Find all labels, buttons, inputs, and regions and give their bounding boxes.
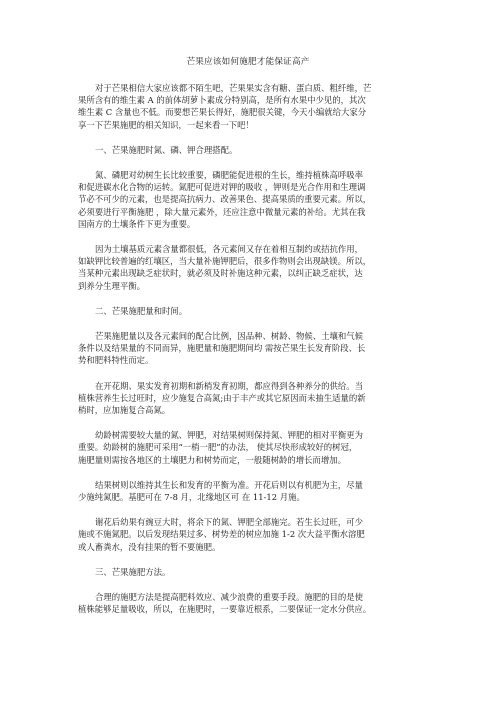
document-body: [78, 82, 428, 616]
paragraph-line: 施或不施氮肥。以后发现结果过多、树势差的树应加施 1-2 次大益平衡水溶肥: [78, 529, 365, 540]
section-heading: 三、芒果施肥方法。: [95, 566, 171, 577]
paragraph-line: 因为土壤基质元素含量都很低，各元素间又存在着相互制约或拮抗作用，: [95, 244, 363, 255]
paragraph-line: 芒果施肥量以及各元素间的配合比例，因品种、树龄、物候、土壤和气候: [95, 331, 363, 342]
paragraph-line: 和促进碳水化合物的运转。氮肥可促进对钾的吸收 ，钾则是光合作用和生理调: [78, 182, 366, 193]
paragraph-line: 维生素 C 含量也不低。而要想芒果长得好，施肥很关键，今天小编就给大家分: [78, 107, 367, 118]
paragraph: [78, 479, 428, 503]
paragraph-line: 或人畜粪水，没有挂果的暂不要施肥。: [78, 541, 221, 552]
section-heading: 一、芒果施肥时氮、磷、钾合理搭配。: [95, 144, 238, 155]
paragraph: [78, 169, 428, 230]
section-heading: 二、芒果施肥量和时间。: [95, 305, 188, 316]
paragraph: [78, 380, 428, 417]
paragraph-line: 结果树则以维持其生长和发育的平衡为准。开花后则以有机肥为主，尽量: [95, 479, 363, 490]
paragraph-line: 重要。幼龄树的施肥可采用“一梢一肥”的办法， 使其尽快形成较好的树冠，: [78, 442, 358, 453]
document-title: 芒果应该如何施肥才能保证高产: [186, 57, 310, 67]
paragraph-line: 国南方的土壤条件下更为重要。: [78, 218, 196, 229]
paragraph-line: 如缺钾比较普遍的红壤区，当大量补施钾肥后，很多作物则会出现缺镁。所以，: [78, 256, 372, 267]
paragraph-line: 在开花期、果实发育初期和新梢发育初期，都应得到各种养分的供给。当: [95, 380, 363, 391]
paragraph-line: 幼龄树需要较大量的氮、钾肥，对结果树则保持氮、钾肥的相对平衡更为: [95, 430, 363, 441]
paragraph: [78, 516, 428, 553]
paragraph-line: 享一下芒果施肥的相关知识，一起来看一下吧！: [78, 119, 254, 130]
paragraph-line: 条件以及结果量的不同而异，施肥量和施肥期间均 需按芒果生长发育阶段、长: [78, 343, 366, 354]
paragraph-line: 谢花后幼果有豌豆大时，将余下的氮、钾肥全部施完。若生长过旺，可少: [95, 517, 363, 528]
paragraph-line: 植株营养生长过旺时，应少施复合高氮;由于丰产或其它原因而未抽生适量的新: [78, 392, 366, 403]
paragraph-line: 氮、磷肥对幼树生长比较重要，磷肥能促进根的生长，维持植株高呼吸率: [95, 170, 363, 181]
paragraph-line: 施肥量则需按各地区的土壤肥力和树势而定，一般随树龄的增长而增加。: [78, 454, 346, 465]
paragraph: [78, 429, 428, 466]
paragraph-line: 植株能够足量吸收，所以，在施肥时，一要靠近根系，二要保证一定水分供应。: [78, 604, 372, 615]
paragraph-line: 梢时，应加施复合高氮。: [78, 405, 171, 416]
paragraph-line: 到养分生理平衡。: [78, 280, 145, 291]
paragraph-line: 节必不可少的元素，也是提高抗病力、改善果色、提高果质的重要元素。所以，: [78, 194, 372, 205]
paragraph-line: 必须要进行平衡施肥 ，除大量元素外，还应注意中微量元素的补给。尤其在我: [78, 206, 366, 217]
paragraph: [78, 330, 428, 367]
paragraph-line: 合理的施肥方法是提高肥料效应、减少浪费的重要手段。施肥的目的是使: [95, 592, 363, 603]
paragraph: [78, 591, 428, 615]
paragraph-line: 对于芒果相信大家应该都不陌生吧，芒果果实含有糖、蛋白质、粗纤维，芒: [95, 83, 372, 93]
paragraph-line: 当某种元素出现缺乏症状时，就必须及时补施这种元素，以纠正缺乏症状，达: [78, 268, 363, 279]
paragraph-line: 势和肥料特性而定。: [78, 355, 154, 366]
paragraph-line: 果所含有的维生素 A 的前体胡萝卜素成分特别高，是所有水果中少见的，其次: [78, 95, 366, 106]
paragraph: [78, 82, 428, 131]
paragraph-line: 少施纯氮肥。基肥可在 7-8 月，北缘地区可 在 11-12 月施。: [78, 492, 305, 503]
paragraph: [78, 243, 428, 292]
